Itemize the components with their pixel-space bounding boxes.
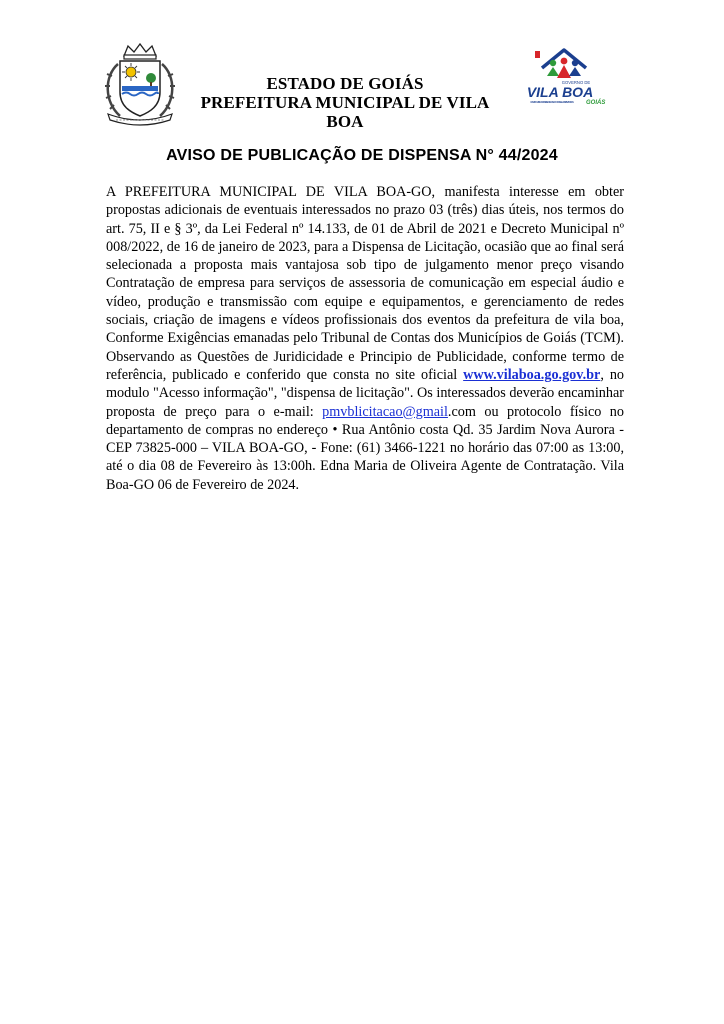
notice-body <box>106 183 624 494</box>
body-text-part-2: , no modulo "Acesso informação", "dispensa de licitação". Os interessados deverão encaminhar proposta de preço para o e-mail: <box>106 366 625 420</box>
site-link[interactable]: www.vilaboa.go.gov.br <box>463 366 601 383</box>
header-title-block <box>185 74 505 131</box>
logo-name-text: VILA BOA <box>526 84 594 100</box>
body-text-part-3: .com ou protocolo físico no departamento de compras no endereço • Rua Antônio costa Qd. 35 Jardim Nova Aurora - CEP 73825-000 – VILA BOA-GO, - Fone: (61) 3466-1221 no horário das 07:00 as 13:00, até o dia 08 de Fevereiro às 13:00h. Edna Maria de Oliveira Agente de Contratação. Vila Boa-GO 06 de Fevereiro de 2024. <box>106 403 624 493</box>
logo-tagline-text: COMPROMISSO NO PRESENTE COM FUTURO MELHOR PARA TODOS <box>530 101 574 104</box>
logo-state-text: GOIÁS <box>586 100 606 106</box>
state-name: ESTADO DE GOIÁS <box>266 74 424 93</box>
vila-boa-logo-icon <box>522 48 608 112</box>
prefecture-name: PREFEITURA MUNICIPAL DE VILA BOA <box>200 93 490 131</box>
page-header <box>0 0 724 130</box>
notice-title: AVISO DE PUBLICAÇÃO DE DISPENSA N° 44/2024 <box>166 147 558 164</box>
logo-top-text: GOVERNO DE <box>561 80 591 85</box>
governo-vila-boa-logo <box>522 48 608 112</box>
email-link[interactable]: pmvblicitacao@gmail <box>322 403 448 420</box>
body-text-part-1: A PREFEITURA MUNICIPAL DE VILA BOA-GO, manifesta interesse em obter propostas adicionais de eventuais interessados no prazo 03 (três) dias úteis, nos termos do art. 75, II e § 3º, da Lei Federal nº 14.133, de 01 de Abril de 2021 e Decreto Municipal nº 008/2022, de 16 de janeiro de 2023, para a Dispensa de Licitação, ocasião que ao final será selecionada a proposta mais vantajosa sob tipo de julgamento menor preço visando Contratação de empresa para serviços de assessoria de comunicação em especial áudio e vídeo, produção e transmissão com equipe e equipamentos, e gerenciamento de redes sociais, criação de imagens e vídeos profissionais dos eventos da prefeitura de vila boa, Conforme Exigências emanadas pelo Tribunal de Contas dos Municípios de Goiás (TCM). Observando as Questões de Juridicidade e Principio de Publicidade, conforme termo de referência, publicado e conferido que consta no site oficial <box>106 184 624 383</box>
municipal-coat-of-arms-icon <box>98 42 182 126</box>
